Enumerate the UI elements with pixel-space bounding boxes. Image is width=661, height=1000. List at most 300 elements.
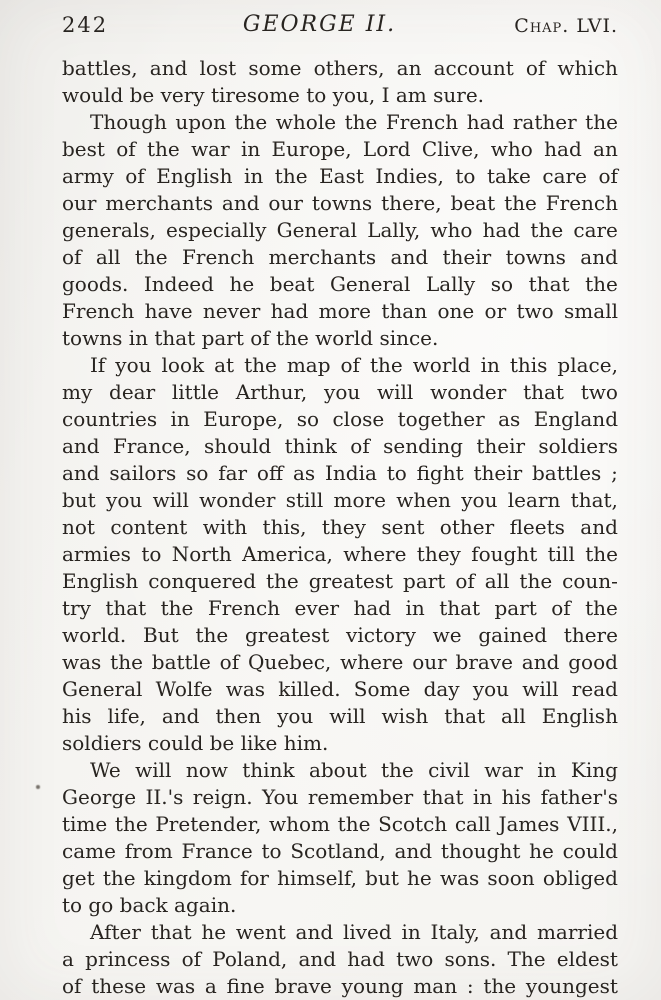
word: ;: [611, 461, 618, 485]
word: you: [115, 353, 152, 377]
word: of: [340, 353, 360, 377]
word: married: [536, 920, 618, 944]
word: remember: [307, 785, 414, 809]
word: than: [381, 299, 428, 323]
word: small: [564, 299, 618, 323]
text-line: [62, 541, 618, 568]
word: there,: [381, 191, 442, 215]
word: goods.: [62, 272, 129, 296]
word: off: [256, 461, 284, 485]
word: in: [170, 407, 190, 431]
word: sent: [381, 515, 425, 539]
text-line: [62, 514, 618, 541]
word: the: [337, 812, 371, 836]
word: young: [341, 974, 404, 998]
page-body: [62, 55, 618, 1000]
word: at: [214, 353, 235, 377]
word: but: [365, 866, 399, 890]
word: brave: [274, 974, 332, 998]
word: fine: [226, 974, 265, 998]
word: victory: [346, 623, 416, 647]
word: try: [62, 596, 91, 620]
word: best: [62, 137, 105, 161]
word: to: [141, 542, 162, 566]
text-line: [62, 676, 618, 703]
word: you: [277, 704, 314, 728]
word: he: [229, 272, 255, 296]
word: who: [490, 137, 533, 161]
word: still: [285, 488, 324, 512]
word: he: [407, 866, 432, 890]
ink-dot-artifact: [36, 785, 40, 789]
word: he: [201, 920, 227, 944]
word: India: [324, 461, 377, 485]
word: whom: [268, 812, 330, 836]
word: learn: [507, 488, 561, 512]
text-line: [62, 838, 618, 865]
text-line: [62, 973, 618, 1000]
word: of: [219, 650, 240, 674]
word: :: [466, 974, 474, 998]
word: and: [295, 920, 334, 944]
word: a: [204, 974, 217, 998]
word: the: [114, 812, 148, 836]
word: our: [268, 191, 303, 215]
word: wonder: [430, 380, 507, 404]
word: care: [573, 218, 618, 242]
word: and: [521, 650, 560, 674]
word: so: [490, 272, 514, 296]
word: of: [125, 164, 145, 188]
word: close: [332, 407, 385, 431]
word: VIII.,: [567, 812, 618, 836]
word: two: [516, 299, 554, 323]
word: greatest: [308, 569, 394, 593]
word: came: [62, 839, 116, 863]
word: the: [274, 164, 308, 188]
word: sailors: [109, 461, 177, 485]
word: civil: [428, 758, 470, 782]
word: lived: [342, 920, 392, 944]
word: good: [568, 650, 618, 674]
word: you: [461, 488, 498, 512]
word: the: [344, 110, 378, 134]
word: the: [585, 272, 618, 296]
word: think: [242, 758, 295, 782]
word: dear: [109, 380, 156, 404]
word: had: [347, 947, 385, 971]
word: the: [160, 596, 194, 620]
word: to: [455, 164, 476, 188]
word: as: [498, 407, 521, 431]
word: call: [454, 812, 491, 836]
word: Lord: [362, 137, 411, 161]
word: was: [225, 677, 266, 701]
word: or: [484, 299, 507, 323]
word: world: [412, 353, 471, 377]
word: will: [152, 488, 189, 512]
word: fight: [416, 461, 464, 485]
word: the: [483, 974, 517, 998]
word: had: [482, 218, 521, 242]
word: will: [135, 758, 172, 782]
word: Quebec,: [247, 650, 332, 674]
word: world.: [62, 623, 127, 647]
word: upon: [175, 110, 226, 134]
word: Some: [353, 677, 411, 701]
word: towns: [311, 191, 373, 215]
word: French: [207, 596, 281, 620]
word: especially: [166, 218, 267, 242]
word: that: [105, 596, 147, 620]
word: take: [486, 164, 531, 188]
word: get: [62, 866, 95, 890]
word: little: [171, 380, 219, 404]
word: more: [318, 299, 372, 323]
word: We: [90, 758, 121, 782]
word: and: [298, 947, 337, 971]
word: and: [580, 245, 618, 269]
text-line: [62, 568, 618, 595]
word: Scotland,: [290, 839, 386, 863]
word: had: [466, 110, 505, 134]
word: wonder: [199, 488, 276, 512]
word: beat: [450, 191, 496, 215]
word: soldiers: [538, 434, 618, 458]
word: there: [563, 623, 618, 647]
word: account: [433, 56, 514, 80]
text-line: [62, 406, 618, 433]
word: the: [504, 191, 537, 215]
word: the: [134, 245, 168, 269]
word: had: [270, 299, 309, 323]
word: part: [494, 596, 537, 620]
word: place,: [557, 353, 618, 377]
word: of: [62, 245, 82, 269]
paragraph: [62, 757, 618, 919]
word: But: [143, 623, 179, 647]
word: Lally,: [367, 218, 421, 242]
text-line: [62, 190, 618, 217]
word: sons.: [444, 947, 497, 971]
word: The: [507, 947, 546, 971]
word: we: [432, 623, 462, 647]
word: they: [321, 515, 366, 539]
text-line: [62, 298, 618, 325]
word: sending: [383, 434, 463, 458]
word: merchants: [268, 245, 377, 269]
text-line: [62, 55, 618, 82]
word: war: [191, 137, 230, 161]
word: an: [593, 137, 618, 161]
word: French: [62, 299, 135, 323]
word: and: [221, 191, 260, 215]
word: obliged: [542, 866, 618, 890]
word: the: [234, 110, 268, 134]
word: one: [437, 299, 475, 323]
word: will: [329, 704, 366, 728]
word: French: [385, 110, 459, 134]
text-line: [62, 649, 618, 676]
word: the: [195, 623, 229, 647]
word: English: [541, 704, 618, 728]
word: and: [149, 56, 188, 80]
word: in: [243, 164, 264, 188]
text-line: [62, 946, 618, 973]
word: about: [308, 758, 367, 782]
word: princess: [85, 947, 171, 971]
word: all: [95, 245, 121, 269]
word: You: [262, 785, 299, 809]
text-line: to go back again.: [62, 893, 237, 917]
word: far: [218, 461, 248, 485]
word: read: [571, 677, 618, 701]
word: that: [422, 785, 464, 809]
word: the: [369, 353, 403, 377]
word: army: [62, 164, 114, 188]
word: other: [439, 515, 495, 539]
word: their: [473, 461, 523, 485]
word: of: [525, 56, 546, 80]
word: America,: [242, 542, 333, 566]
word: gained: [478, 623, 548, 647]
word: who: [430, 218, 473, 242]
word: which: [557, 56, 618, 80]
word: look: [161, 353, 205, 377]
word: soon: [487, 866, 535, 890]
word: the: [530, 218, 564, 242]
word: our: [62, 191, 97, 215]
word: all: [501, 704, 526, 728]
word: that: [523, 380, 564, 404]
word: from: [124, 839, 173, 863]
word: an: [396, 56, 422, 80]
word: some: [248, 56, 302, 80]
word: French: [545, 191, 618, 215]
word: part: [403, 569, 446, 593]
word: France,: [112, 434, 191, 458]
word: Scotch: [378, 812, 448, 836]
running-title: GEORGE II.: [242, 12, 397, 37]
word: countries: [62, 407, 158, 431]
text-line: [62, 865, 618, 892]
word: had: [544, 137, 582, 161]
word: that,: [570, 488, 618, 512]
text-line: [62, 784, 618, 811]
word: General: [62, 677, 143, 701]
word: France: [181, 839, 253, 863]
word: think: [284, 434, 337, 458]
text-line: towns in that part of the world since.: [62, 326, 439, 350]
word: towns: [505, 245, 566, 269]
word: England: [533, 407, 618, 431]
word: kingdom: [143, 866, 232, 890]
word: so: [186, 461, 209, 485]
word: General: [276, 218, 358, 242]
chapter-label: Chap. LVI.: [514, 15, 618, 37]
word: was: [439, 866, 480, 890]
word: and: [489, 920, 528, 944]
word: the: [147, 137, 180, 161]
text-line: [62, 811, 618, 838]
word: and: [394, 839, 433, 863]
word: of: [350, 434, 370, 458]
text-line: [62, 379, 618, 406]
word: armies: [62, 542, 131, 566]
word: whole: [275, 110, 337, 134]
word: of: [181, 947, 202, 971]
word: so: [296, 407, 320, 431]
word: brave: [455, 650, 513, 674]
word: If: [90, 353, 106, 377]
word: coun-: [562, 569, 618, 593]
word: the: [585, 542, 618, 566]
word: generals,: [62, 218, 156, 242]
word: Though: [90, 110, 167, 134]
word: and: [161, 704, 200, 728]
word: wish: [381, 704, 429, 728]
text-line: soldiers could be like him.: [62, 731, 329, 755]
word: Lally: [425, 272, 476, 296]
word: English: [62, 569, 139, 593]
word: and: [390, 245, 429, 269]
word: in: [537, 758, 557, 782]
word: the: [102, 866, 136, 890]
word: that: [528, 272, 570, 296]
word: the: [585, 596, 618, 620]
word: more: [333, 488, 386, 512]
text-line: [62, 136, 618, 163]
word: they: [416, 542, 461, 566]
text-line: [62, 109, 618, 136]
word: will: [522, 677, 559, 701]
word: my: [62, 380, 93, 404]
paragraph: [62, 109, 618, 352]
word: to: [386, 461, 407, 485]
word: was: [155, 974, 196, 998]
word: James: [498, 812, 560, 836]
word: but: [62, 488, 96, 512]
word: eldest: [556, 947, 618, 971]
word: together: [397, 407, 485, 431]
word: II.'s: [145, 785, 184, 809]
word: as: [292, 461, 316, 485]
word: of: [598, 164, 618, 188]
word: killed.: [278, 677, 341, 701]
text-line: [62, 460, 618, 487]
word: man: [413, 974, 458, 998]
word: Clive,: [421, 137, 480, 161]
word: when: [396, 488, 451, 512]
word: of: [551, 596, 571, 620]
word: will: [377, 380, 414, 404]
word: map: [286, 353, 331, 377]
text-line: [62, 757, 618, 784]
word: Poland,: [212, 947, 288, 971]
word: Europe,: [203, 407, 284, 431]
word: battles: [532, 461, 602, 485]
word: could: [562, 839, 618, 863]
text-line: [62, 244, 618, 271]
word: George: [62, 785, 137, 809]
word: that: [444, 704, 486, 728]
word: now: [185, 758, 228, 782]
text-line: [62, 352, 618, 379]
word: you: [472, 677, 510, 701]
text-line: [62, 622, 618, 649]
word: in: [472, 785, 493, 809]
word: this: [509, 353, 548, 377]
word: to: [261, 839, 282, 863]
word: Pretender,: [155, 812, 262, 836]
word: where: [340, 650, 404, 674]
word: Indies,: [375, 164, 444, 188]
word: the: [110, 650, 143, 674]
word: the: [381, 758, 414, 782]
word: reign.: [192, 785, 253, 809]
word: merchants: [105, 191, 213, 215]
word: Arthur,: [235, 380, 308, 404]
text-line: [62, 163, 618, 190]
word: a: [62, 947, 74, 971]
word: have: [144, 299, 193, 323]
word: English: [156, 164, 233, 188]
word: beat: [269, 272, 315, 296]
word: two: [580, 380, 618, 404]
word: greatest: [244, 623, 330, 647]
word: the: [244, 353, 277, 377]
text-line: [62, 703, 618, 730]
word: life,: [107, 704, 146, 728]
word: should: [203, 434, 272, 458]
text-line: [62, 271, 618, 298]
word: for: [239, 866, 269, 890]
word: rather: [512, 110, 577, 134]
text-line: [62, 487, 618, 514]
word: you: [106, 488, 143, 512]
word: ever: [294, 596, 340, 620]
word: General: [329, 272, 411, 296]
word: then: [215, 704, 262, 728]
word: had: [353, 596, 392, 620]
page-number: 242: [62, 13, 109, 37]
word: that: [439, 596, 481, 620]
word: the: [585, 110, 618, 134]
word: and: [580, 515, 618, 539]
word: in: [401, 920, 421, 944]
word: of: [455, 569, 475, 593]
word: their: [442, 245, 492, 269]
word: time: [62, 812, 108, 836]
word: lost: [199, 56, 237, 80]
word: father's: [540, 785, 618, 809]
word: till: [547, 542, 575, 566]
word: battles,: [62, 56, 138, 80]
word: day: [423, 677, 460, 701]
text-line: [62, 595, 618, 622]
text-line: [62, 919, 618, 946]
word: went: [235, 920, 286, 944]
word: never: [202, 299, 261, 323]
word: Europe,: [271, 137, 352, 161]
word: After: [90, 920, 141, 944]
word: these: [91, 974, 147, 998]
word: was: [62, 650, 102, 674]
word: fought: [471, 542, 538, 566]
word: with: [202, 515, 248, 539]
word: Indeed: [143, 272, 214, 296]
word: Italy,: [430, 920, 480, 944]
